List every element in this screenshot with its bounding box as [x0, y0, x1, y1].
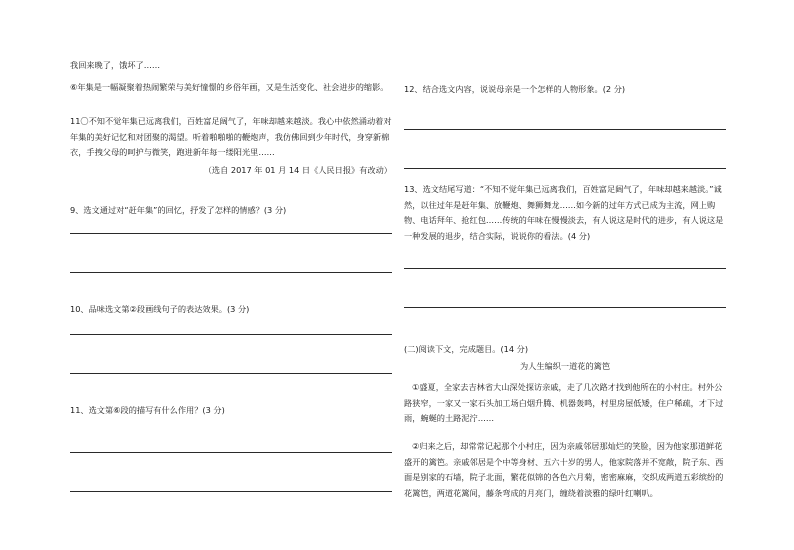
text-line-top: 我回来晚了，饿坏了……: [70, 60, 161, 70]
article-title: 为人生编织一道花的篱笆: [519, 361, 611, 371]
source-note: （选自 2017 年 01 月 14 日《人民日报》有改动）: [203, 165, 392, 175]
question-11: 11、选文第⑥段的描写有什么作用？(3 分): [70, 405, 225, 415]
question-12: 12、结合选文内容，说说母亲是一个怎样的人物形象。(2 分): [404, 84, 626, 94]
question-9: 9、选文通过对“赶年集”的回忆，抒发了怎样的情感？(3 分): [70, 205, 287, 215]
paragraph-6: ⑥年集是一幅凝聚着热闹繁荣与美好憧憬的乡俗年画，又是生活变化、社会进步的缩影。: [70, 82, 389, 92]
article-paragraph-1: ①盛夏，全家去吉林省大山深处探访亲戚，走了几次路才找到他所在的小村庄。村外公路狭窄，一家又一家石头加工场白烟升腾、机器轰鸣，村里房屋低矮，住户稀疏，才下过雨，蜿蜒的土路泥泞……: [404, 382, 724, 423]
answer-line[interactable]: [70, 334, 392, 335]
answer-line[interactable]: [70, 373, 392, 374]
answer-line[interactable]: [70, 233, 392, 234]
question-10: 10、品味选文第②段画线句子的表达效果。(3 分): [70, 304, 250, 314]
section-heading: (二)阅读下文，完成题目。(14 分): [404, 344, 529, 354]
answer-line[interactable]: [404, 168, 726, 169]
answer-line[interactable]: [404, 268, 726, 269]
answer-line[interactable]: [70, 491, 392, 492]
paragraph-11: 11〇不知不觉年集已远离我们，百姓富足阔气了，年味却越来越淡。我心中依然涌动着对年集的美好记忆和对团聚的渴望。听着啪啪啪的鞭炮声，我仿佛回到少年时代，身穿新棉衣，手拽父母的呵护与微笑，跑进新年每一缕阳光里……: [70, 116, 392, 157]
question-13: 13、选文结尾写道：“不知不觉年集已远离我们，百姓富足阔气了，年味却越来越淡。”诚然，以往过年是赶年集、放鞭炮、舞狮舞龙……如今新的过年方式已成为主流，网上购物、电话拜年、抢红包……传统的年味在慢慢淡去，有人说这是时代的进步，有人说这是一种发展的退步，结合实际，说说你的看法。(4 分): [404, 184, 724, 241]
answer-line[interactable]: [404, 307, 726, 308]
answer-line[interactable]: [70, 452, 392, 453]
answer-line[interactable]: [70, 272, 392, 273]
answer-line[interactable]: [404, 129, 726, 130]
article-paragraph-2: ②归来之后，却常常记起那个小村庄，因为亲戚邻居那灿烂的笑脸，因为他家那道鲜花盛开的篱笆。亲戚邻居是个中等身材、五六十岁的男人，他家院落并不宽敞，院子东、西面是别家的石墙，院子北面，繁花似锦的各色六月菊，密密麻麻，交织成两道五彩缤纷的花篱笆，两道花篱间，藤条弯成的月亮门，缠绕着淡雅的绿叶红喇叭。: [404, 441, 724, 498]
